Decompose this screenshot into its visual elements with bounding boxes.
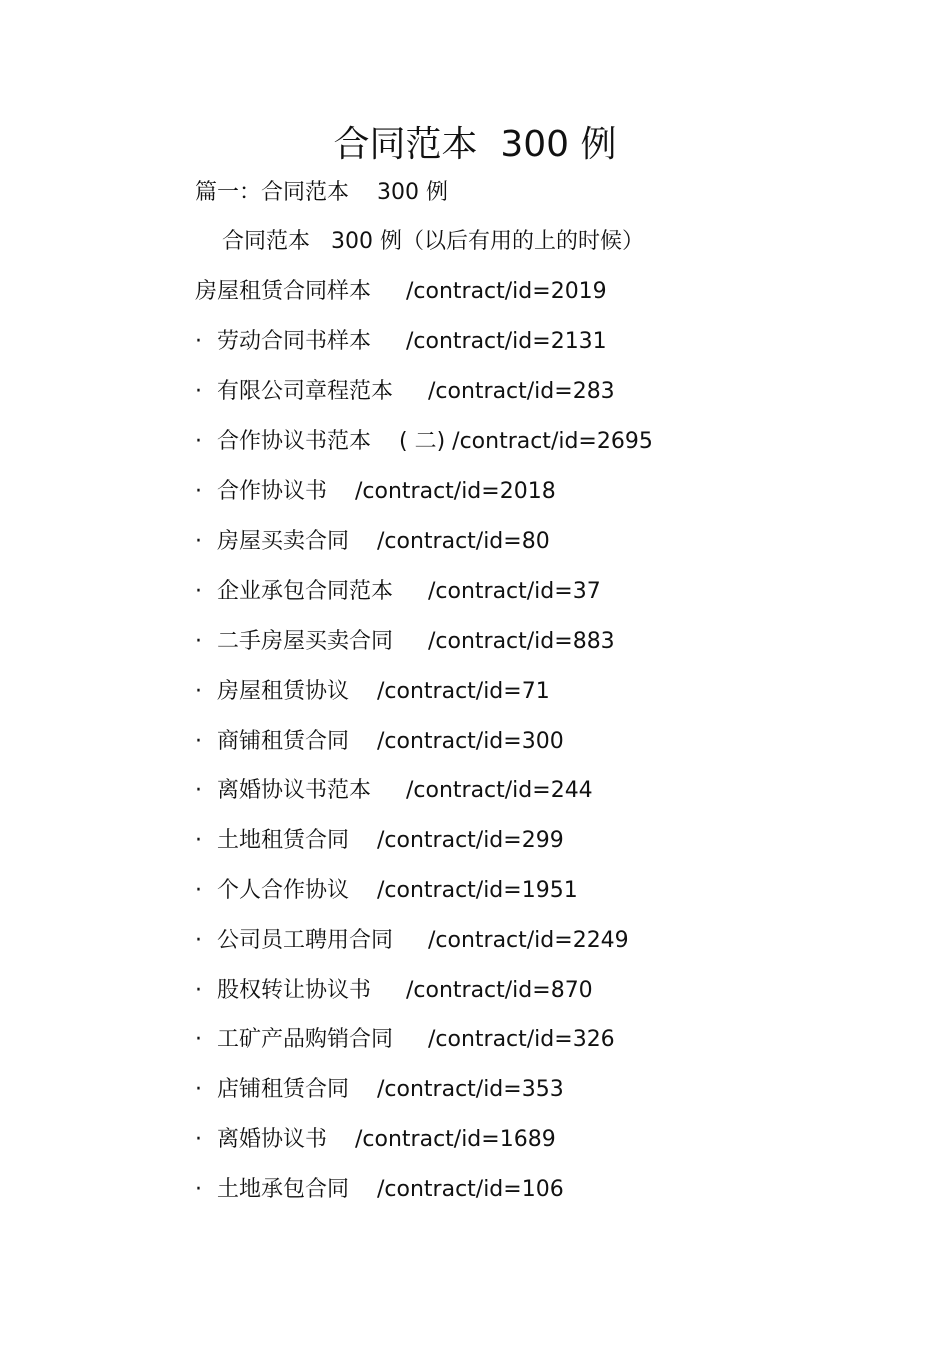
item-name: 工矿产品购销合同 [217,1027,394,1052]
item-name: 合作协议书 [217,479,328,504]
list-item [195,577,601,607]
item-link[interactable]: /contract/id=870 [405,978,593,1003]
item-name: 房屋买卖合同 [217,529,350,554]
list-item [195,677,550,707]
list-item [195,976,593,1006]
first-entry [195,277,607,307]
bullet-icon: · [195,778,202,803]
list-item [195,876,578,906]
bullet-icon: · [195,429,202,454]
item-name: 有限公司章程范本 [217,379,394,404]
item-link[interactable]: /contract/id=1951 [377,878,578,903]
bullet-icon: · [195,529,202,554]
bullet-icon: · [195,579,202,604]
bullet-icon: · [195,679,202,704]
item-name: 商铺租赁合同 [217,729,350,754]
bullet-icon: · [195,479,202,504]
list-item [195,1175,564,1205]
bullet-icon: · [195,878,202,903]
bullet-icon: · [195,1027,202,1052]
list-item [195,327,607,357]
bullet-icon: · [195,729,202,754]
bullet-icon: · [195,629,202,654]
list-item [195,926,629,956]
item-name: 劳动合同书样本 [217,329,372,354]
item-link[interactable]: /contract/id=37 [427,579,601,604]
section-heading: 篇一：合同范本 300 例 [195,180,448,205]
item-name: 合作协议书范本 [217,429,372,454]
item-name: 股权转让协议书 [217,978,372,1003]
item-link[interactable]: /contract/id=2249 [427,928,629,953]
list-item [195,776,593,806]
list-item [195,1025,615,1055]
item-name: 企业承包合同范本 [217,579,394,604]
item-name: 土地承包合同 [217,1177,350,1202]
bullet-icon: · [195,928,202,953]
bullet-icon: · [195,978,202,1003]
list-item [195,377,615,407]
bullet-icon: · [195,1127,202,1152]
item-link[interactable]: /contract/id=71 [377,679,550,704]
item-link[interactable]: /contract/id=883 [427,629,615,654]
bullet-icon: · [195,329,202,354]
item-link[interactable]: ( 二) /contract/id=2695 [399,429,653,454]
item-name: 店铺租赁合同 [217,1077,350,1102]
item-link[interactable]: /contract/id=299 [377,828,564,853]
item-name: 离婚协议书 [217,1127,328,1152]
list-item [195,627,615,657]
item-link[interactable]: /contract/id=2131 [405,329,607,354]
item-link[interactable]: /contract/id=353 [377,1077,564,1102]
list-item [195,477,556,507]
item-name: 房屋租赁协议 [217,679,350,704]
list-item [195,1125,556,1155]
item-link[interactable]: /contract/id=300 [377,729,564,754]
bullet-icon: · [195,828,202,853]
intro-line: 合同范本 300 例（以后有用的上的时候） [222,229,644,254]
item-name: 个人合作协议 [217,878,350,903]
item-name: 公司员工聘用合同 [217,928,394,953]
item-link[interactable]: /contract/id=80 [377,529,550,554]
entry-link[interactable]: /contract/id=2019 [405,279,607,304]
bullet-icon: · [195,1177,202,1202]
item-name: 二手房屋买卖合同 [217,629,394,654]
item-link[interactable]: /contract/id=326 [427,1027,615,1052]
list-item [195,1075,564,1105]
list-item [195,427,653,457]
item-link[interactable]: /contract/id=106 [377,1177,564,1202]
list-item [195,527,550,557]
item-name: 土地租赁合同 [217,828,350,853]
list-item [195,826,564,856]
bullet-icon: · [195,1077,202,1102]
item-link[interactable]: /contract/id=244 [405,778,593,803]
list-item [195,727,564,757]
bullet-icon: · [195,379,202,404]
document-title: 合同范本 300 例 [333,124,617,165]
item-link[interactable]: /contract/id=1689 [355,1127,556,1152]
entry-name: 房屋租赁合同样本 [195,279,372,304]
item-link[interactable]: /contract/id=2018 [355,479,556,504]
item-link[interactable]: /contract/id=283 [427,379,615,404]
item-name: 离婚协议书范本 [217,778,372,803]
